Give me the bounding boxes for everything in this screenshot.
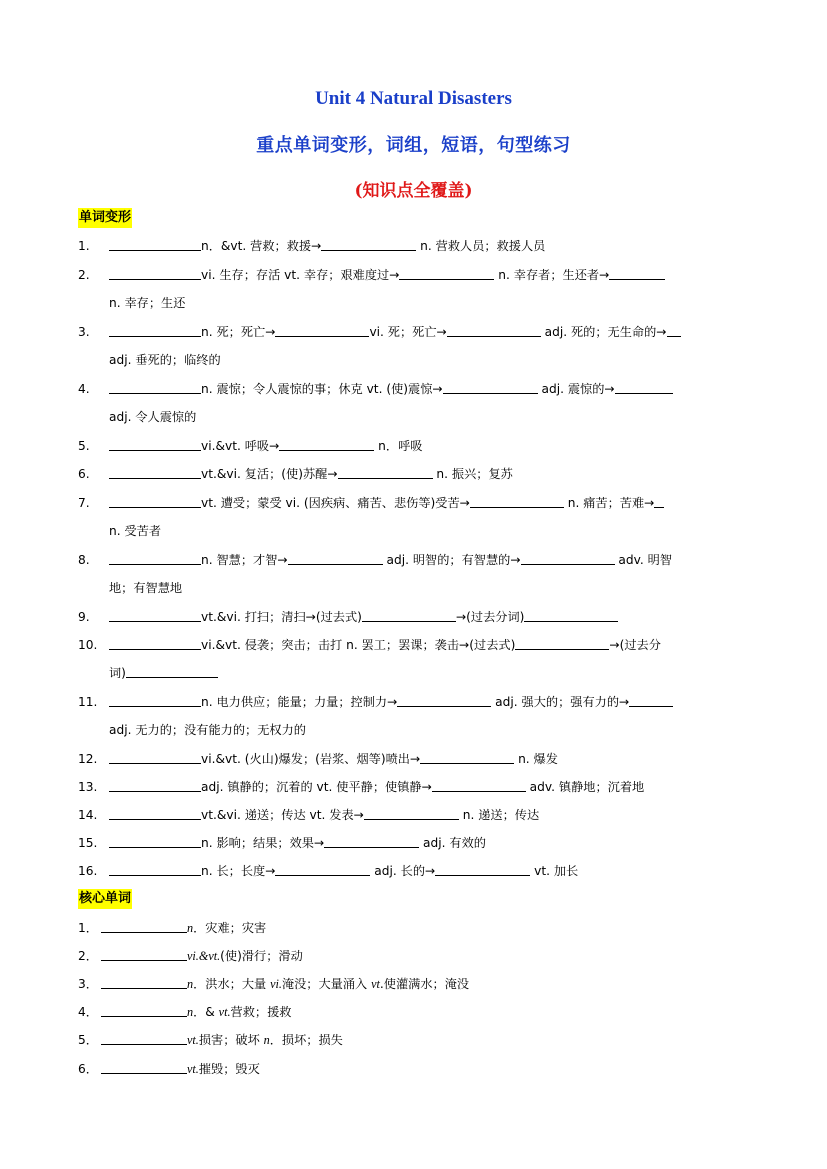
answer-blank[interactable]	[109, 861, 201, 876]
answer-blank[interactable]	[435, 861, 530, 876]
item-number: 6．	[78, 1062, 98, 1076]
answer-blank[interactable]	[654, 493, 664, 508]
answer-blank[interactable]	[109, 379, 201, 394]
answer-blank[interactable]	[364, 805, 459, 820]
answer-blank[interactable]	[470, 493, 564, 508]
list-item: vt.摧毁；毁灭	[101, 1055, 260, 1083]
answer-blank[interactable]	[629, 692, 673, 707]
item-number: 13.	[78, 780, 98, 794]
answer-blank[interactable]	[338, 464, 433, 479]
answer-blank[interactable]	[609, 265, 665, 280]
answer-blank[interactable]	[399, 265, 494, 280]
list-item: vi.&vt.(使)滑行；滑动	[101, 942, 303, 970]
answer-blank[interactable]	[109, 322, 201, 337]
coverage-note: (知识点全覆盖)	[354, 181, 473, 201]
answer-blank[interactable]	[126, 663, 218, 678]
section-heading-core-words: 核心单词	[78, 889, 132, 909]
item-number: 15.	[78, 836, 98, 850]
list-item: n．洪水；大量 vi.淹没；大量涌入 vt.使灌满水；淹没	[101, 970, 469, 998]
answer-blank[interactable]	[447, 322, 541, 337]
item-number: 11.	[78, 695, 98, 709]
answer-blank[interactable]	[275, 322, 369, 337]
answer-blank[interactable]	[101, 1002, 187, 1017]
answer-blank[interactable]	[101, 946, 187, 961]
answer-blank[interactable]	[109, 692, 201, 707]
answer-blank[interactable]	[109, 236, 201, 251]
item-number: 14.	[78, 808, 98, 822]
answer-blank[interactable]	[101, 974, 187, 989]
answer-blank[interactable]	[275, 861, 370, 876]
answer-blank[interactable]	[109, 550, 201, 565]
answer-blank[interactable]	[515, 635, 609, 650]
answer-blank[interactable]	[443, 379, 538, 394]
item-number: 7.	[78, 496, 90, 510]
answer-blank[interactable]	[109, 833, 201, 848]
item-continuation: 地；有智慧地	[109, 581, 183, 595]
section-heading-word-forms: 单词变形	[78, 208, 132, 228]
answer-blank[interactable]	[288, 550, 383, 565]
answer-blank[interactable]	[321, 236, 416, 251]
answer-blank[interactable]	[615, 379, 673, 394]
answer-blank[interactable]	[101, 1059, 187, 1074]
answer-blank[interactable]	[397, 692, 491, 707]
answer-blank[interactable]	[109, 436, 201, 451]
item-continuation: n. 幸存；生还	[109, 296, 186, 310]
item-number: 2．	[78, 949, 98, 963]
answer-blank[interactable]	[109, 607, 201, 622]
item-continuation: adj. 令人震惊的	[109, 410, 197, 424]
answer-blank[interactable]	[432, 777, 526, 792]
answer-blank[interactable]	[524, 607, 618, 622]
item-number: 2.	[78, 268, 90, 282]
worksheet-page: Unit 4 Natural Disasters 重点单词变形，词组，短语，句型练习 (知识点全覆盖) 单词变形 1. n．&vt. 营救；救援→ n. 营救人员；救援人员 2. vi. 生存；存活 vt. 幸存；艰难度过→ n. 幸存者；生还者→ n. 幸存；生还 3. n. 死；死亡→ vi. 死；死亡→ adj. 死的；无生命的→ adj. 垂死的；临终的 4. n. 震惊；令人震惊的事；休克 vt. (使)震惊→ adj. 震惊的→ adj. 令人震惊的 5. vi.&vt. 呼吸→ n．呼吸 6. vt.&vi. 复活；(使)苏醒→ n. 振兴；复苏 7. vt. 遭受；蒙受 vi. (因疾病、痛苦、悲伤等)受苦→ n. 痛苦；苦难→ n. 受苦者 8. n. 智慧；才智→ adj. 明智的；有智慧的→ adv. 明智 地；有智慧地 9. vt.&vi. 打扫；清扫→(过去式) →(过去分词) 10. vi.&vt. 侵袭；突击；击打 n. 罢工；罢课；袭击→(过去式) →(过去分 词) 11. n. 电力供应；能量；力量；控制力→ adj. 强大的；强有力的→ adj. 无力的；没有能力的；无权力的 12. vi.&vt. (火山)爆发；(岩浆、烟等)喷出→ n. 爆发 13. adj. 镇静的；沉着的 vt. 使平静；使镇静→ adv. 镇静地；沉着地 14. vt.&vi. 递送；传达 vt. 发表→ n. 递送；传达 15. n. 影响；结果；效果→ adj. 有效的 16. n. 长；长度→ adj. 长的→ vt. 加长 核心单词 1． n．灾难；灾害 2． vi.&vt.(使)滑行；滑动 3． n．洪水；大量 vi.淹没；大量涌入 vt.使灌满水；淹没 4． n．& vt.营救；援救 5． vt.损害；破坏 n．损坏；损失 6． vt.摧毁；毁灭	[0, 0, 827, 1169]
answer-blank[interactable]	[279, 436, 374, 451]
item-number: 8.	[78, 553, 90, 567]
answer-blank[interactable]	[667, 322, 681, 337]
item-number: 16.	[78, 864, 98, 878]
answer-blank[interactable]	[420, 749, 514, 764]
item-number: 9.	[78, 610, 90, 624]
item-number: 1．	[78, 921, 98, 935]
item-number: 3.	[78, 325, 90, 339]
answer-blank[interactable]	[101, 1030, 187, 1045]
page-subtitle: 重点单词变形，词组，短语，句型练习	[256, 135, 571, 156]
item-continuation: n. 受苦者	[109, 524, 162, 538]
item-number: 4．	[78, 1005, 98, 1019]
item-continuation: 词)	[109, 659, 218, 687]
answer-blank[interactable]	[101, 918, 187, 933]
answer-blank[interactable]	[109, 805, 201, 820]
list-item: vt.损害；破坏 n．损坏；损失	[101, 1026, 343, 1054]
item-number: 4.	[78, 382, 90, 396]
answer-blank[interactable]	[521, 550, 615, 565]
answer-blank[interactable]	[109, 749, 201, 764]
answer-blank[interactable]	[324, 833, 419, 848]
item-number: 6.	[78, 467, 90, 481]
item-number: 5．	[78, 1033, 98, 1047]
answer-blank[interactable]	[109, 265, 201, 280]
answer-blank[interactable]	[109, 493, 201, 508]
answer-blank[interactable]	[362, 607, 456, 622]
item-number: 10.	[78, 638, 98, 652]
list-item: n．& vt.营救；援救	[101, 998, 291, 1026]
item-number: 5.	[78, 439, 90, 453]
item-number: 3．	[78, 977, 98, 991]
page-title: Unit 4 Natural Disasters	[315, 88, 512, 109]
item-number: 12.	[78, 752, 98, 766]
answer-blank[interactable]	[109, 635, 201, 650]
list-item: n．灾难；灾害	[101, 914, 266, 942]
item-number: 1.	[78, 239, 90, 253]
item-continuation: adj. 垂死的；临终的	[109, 353, 221, 367]
answer-blank[interactable]	[109, 464, 201, 479]
answer-blank[interactable]	[109, 777, 201, 792]
item-continuation: adj. 无力的；没有能力的；无权力的	[109, 723, 306, 737]
